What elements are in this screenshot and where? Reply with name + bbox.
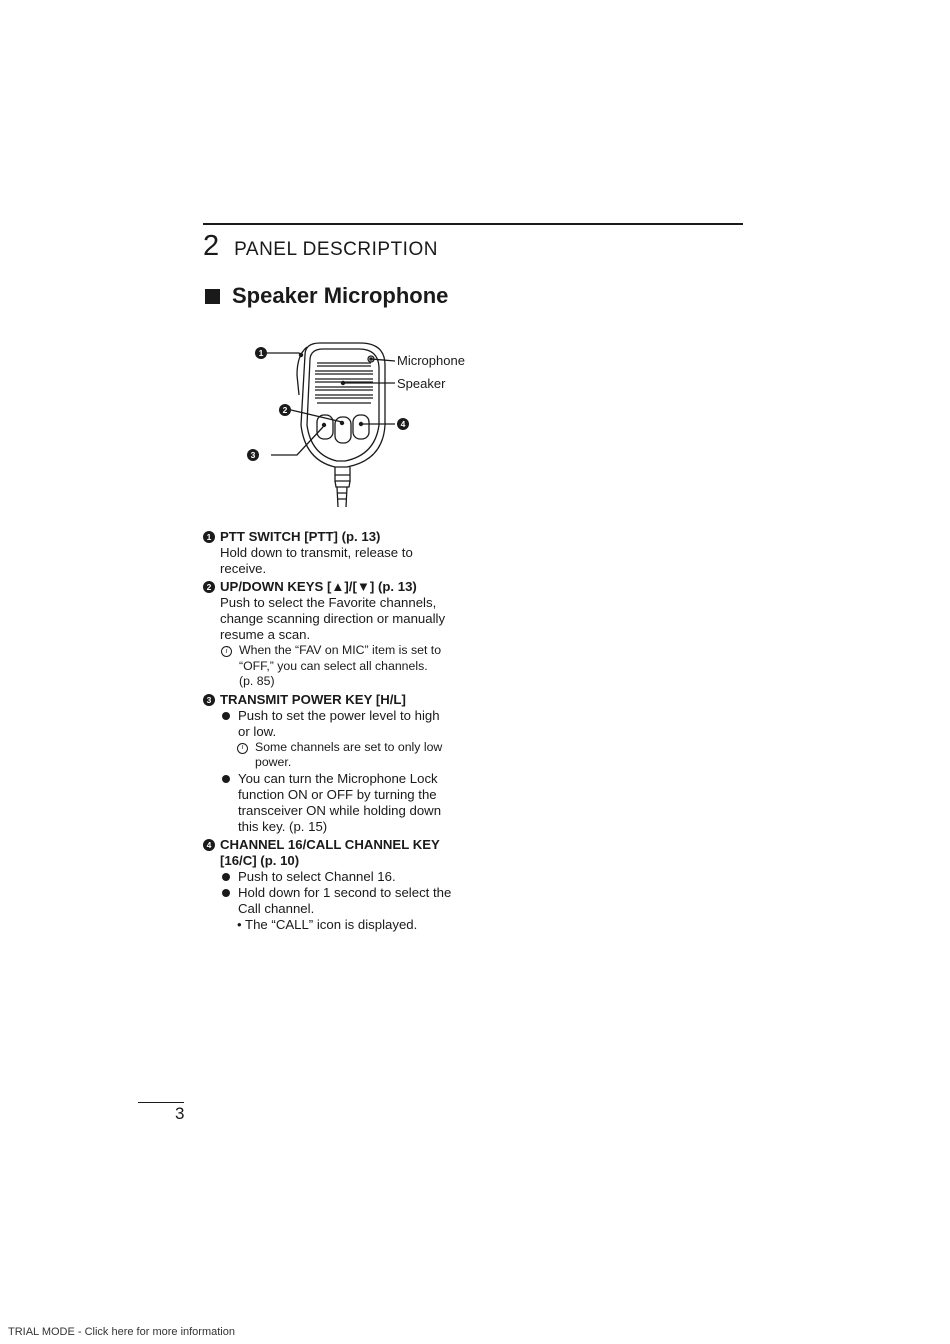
section-square-icon xyxy=(205,289,220,304)
item-title: [16/C] (p. 10) xyxy=(220,852,300,868)
item-text: Hold down to transmit, release to xyxy=(220,545,413,560)
callout-1-label: 1 xyxy=(258,348,264,358)
item-text: change scanning direction or manually xyxy=(220,611,446,626)
chapter-header xyxy=(203,230,438,263)
chapter-rule xyxy=(203,223,743,225)
callout-4-label: 4 xyxy=(400,419,406,429)
sub-bullet-text: • The “CALL” icon is displayed. xyxy=(237,916,418,932)
speaker-microphone-figure xyxy=(235,335,495,520)
callout-3-label: 3 xyxy=(250,450,256,460)
callout-3 xyxy=(247,449,259,461)
item-up-down-keys xyxy=(203,579,478,690)
bullet-item xyxy=(203,708,478,740)
section-title: Speaker Microphone xyxy=(232,283,449,308)
bullet-text: Push to set the power level to high xyxy=(238,707,440,723)
callout-4 xyxy=(397,418,409,430)
bullet-text: Hold down for 1 second to select the xyxy=(238,884,452,900)
key-descriptions xyxy=(203,529,478,935)
info-icon: i xyxy=(237,743,248,754)
item-text: Push to select the Favorite channels, xyxy=(220,595,437,610)
bullet-item xyxy=(203,771,478,835)
bullet-text: Push to select Channel 16. xyxy=(238,868,396,884)
bullet-text: transceiver ON while holding down xyxy=(238,802,442,818)
trial-mode-link[interactable]: TRIAL MODE - Click here for more information xyxy=(8,1326,235,1338)
bullet-text: You can turn the Microphone Lock xyxy=(238,770,438,786)
bullet-icon xyxy=(222,873,230,881)
item-channel-16-call-key xyxy=(203,837,478,933)
item-number-badge: 3 xyxy=(203,694,215,706)
bullet-icon xyxy=(222,775,230,783)
item-note xyxy=(203,740,478,771)
section-header xyxy=(203,283,448,309)
item-number-badge: 4 xyxy=(203,839,215,851)
info-icon: i xyxy=(221,646,232,657)
note-text: (p. 85) xyxy=(239,674,275,688)
bullet-text: function ON or OFF by turning the xyxy=(238,786,437,802)
item-title: PTT SWITCH [PTT] (p. 13) xyxy=(220,529,381,544)
item-transmit-power-key xyxy=(203,692,478,835)
item-note xyxy=(203,643,478,690)
bullet-text: or low. xyxy=(238,723,277,739)
callout-2-label: 2 xyxy=(282,405,288,415)
speaker-microphone-illustration xyxy=(235,335,495,520)
item-ptt-switch xyxy=(203,529,478,577)
bullet-icon xyxy=(222,889,230,897)
bullet-icon xyxy=(222,712,230,720)
bullet-text: Call channel. xyxy=(238,900,315,916)
note-text: power. xyxy=(255,755,292,769)
page-number: 3 xyxy=(175,1104,185,1123)
item-text: resume a scan. xyxy=(220,627,311,642)
page-number-rule xyxy=(138,1102,184,1103)
chapter-number: 2 xyxy=(203,230,220,262)
note-text: Some channels are set to only low xyxy=(255,739,443,754)
callout-1 xyxy=(255,347,267,359)
item-title: UP/DOWN KEYS [▲]/[▼] (p. 13) xyxy=(220,579,417,594)
microphone-label: Microphone xyxy=(397,353,465,368)
chapter-title: PANEL DESCRIPTION xyxy=(234,239,438,260)
speaker-label: Speaker xyxy=(397,376,446,391)
item-title: TRANSMIT POWER KEY [H/L] xyxy=(220,691,406,707)
bullet-text: this key. (p. 15) xyxy=(238,818,328,834)
item-number-badge: 2 xyxy=(203,581,215,593)
item-title: CHANNEL 16/CALL CHANNEL KEY xyxy=(220,836,440,852)
item-text: receive. xyxy=(220,561,267,576)
note-text: “OFF,” you can select all channels. xyxy=(239,658,428,673)
item-number-badge: 1 xyxy=(203,531,215,543)
note-text: When the “FAV on MIC” item is set to xyxy=(239,643,442,657)
bullet-item xyxy=(203,869,478,885)
bullet-item xyxy=(203,885,478,917)
callout-2 xyxy=(279,404,291,416)
